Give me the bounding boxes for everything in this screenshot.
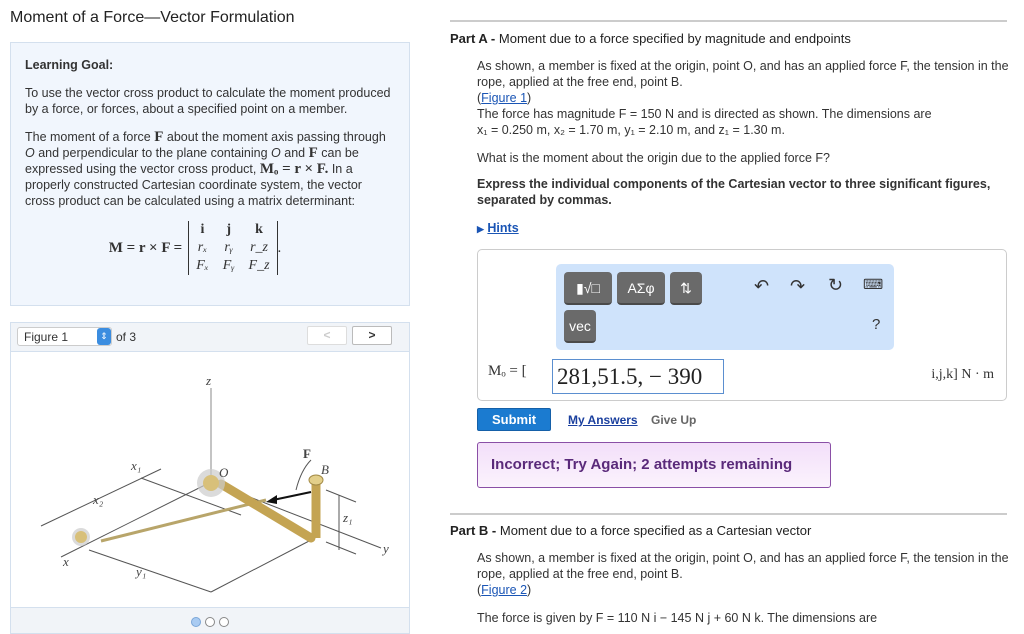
greek-symbols-button[interactable]: AΣφ xyxy=(617,272,665,305)
cross-product-equation: Mₒ = r × F. xyxy=(259,161,329,177)
page-dot-1[interactable] xyxy=(191,617,201,627)
label-B: B xyxy=(321,462,329,477)
label-x2: x₂ xyxy=(93,492,104,507)
page-dot-3[interactable] xyxy=(219,617,229,627)
figure-2-link[interactable]: Figure 2 xyxy=(481,583,528,597)
hints-link[interactable]: Hints xyxy=(487,221,519,235)
figure-pager xyxy=(11,617,409,627)
cell: r_z xyxy=(250,240,268,255)
answer-box xyxy=(477,249,1007,401)
member-diagram xyxy=(11,352,409,609)
text: and xyxy=(284,146,306,160)
part-a-question: What is the moment about the origin due to the applied force F? xyxy=(477,151,830,165)
page-title: Moment of a Force—Vector Formulation xyxy=(10,9,295,26)
answer-input[interactable]: 281,51.5, − 390 xyxy=(552,359,724,394)
matrix-determinant: M = r × F = i j k rₓ rᵧ r_z Fₓ Fᵧ F_z . xyxy=(108,222,282,273)
give-up-link[interactable]: Give Up xyxy=(651,413,697,427)
part-b-force-text: The force is given by F = 110 N i − 145 N j + 60 N k. The dimensions are xyxy=(477,611,878,625)
label-z1: z₁ xyxy=(343,510,353,525)
determinant-table xyxy=(188,221,277,275)
keyboard-icon[interactable]: ⌨ xyxy=(863,276,884,292)
page-dot-2[interactable] xyxy=(205,617,215,627)
figure-count: of 3 xyxy=(116,329,137,344)
cell: rᵧ xyxy=(224,240,233,255)
symbol-F: F xyxy=(308,145,318,161)
label-x: x xyxy=(63,554,69,569)
help-button[interactable]: ? xyxy=(872,316,881,333)
goal-text: To use the vector cross product to calculate the moment produced by a force, or forces, about a specified point on a member. xyxy=(25,86,391,116)
symbol-O: O xyxy=(25,146,35,160)
cell: Fᵧ xyxy=(222,258,235,273)
answer-label: Mₒ = [ xyxy=(488,363,527,379)
part-a-text: As shown, a member is fixed at the origin, point O, and has an applied force F, the tension in the rope, applied at the free end, point B. xyxy=(477,59,1009,89)
part-b-title: Moment due to a force specified as a Cartesian vector xyxy=(499,523,812,538)
reset-icon[interactable]: ↻ xyxy=(828,275,844,295)
cell: F_z xyxy=(248,258,270,273)
undo-icon[interactable]: ↶ xyxy=(754,276,770,296)
symbol-O: O xyxy=(271,146,281,160)
matrix-lhs: M = r × F = xyxy=(108,240,183,256)
part-b-label: Part B - xyxy=(450,523,497,538)
part-a-title: Moment due to a force specified by magnitude and endpoints xyxy=(498,31,851,46)
part-a-dimensions: x₁ = 0.250 m, x₂ = 1.70 m, y₁ = 2.10 m, and z₁ = 1.30 m. xyxy=(477,123,785,137)
part-b-header xyxy=(450,523,811,538)
text: In a properly constructed Cartesian coordinate system, the vector cross product can be calculated using a matrix determinant: xyxy=(25,162,362,208)
text: about the moment axis passing through xyxy=(166,130,386,144)
figure-select[interactable] xyxy=(17,327,112,346)
part-a-instruction: Express the individual components of the Cartesian vector to three significant figures, separated by commas. xyxy=(477,177,991,207)
right-panel xyxy=(450,0,1010,634)
vec-button[interactable]: vec xyxy=(564,310,596,343)
text: The moment of a force xyxy=(25,130,151,144)
part-a-force-text: The force has magnitude F = 150 N and is directed as shown. The dimensions are xyxy=(477,107,932,121)
part-b-text: As shown, a member is fixed at the origin, point O, and has an applied force F, the tension in the rope, applied at the free end, point B. xyxy=(477,551,1009,581)
part-a-header xyxy=(450,31,851,46)
goal-heading: Learning Goal: xyxy=(25,58,114,72)
cell: rₓ xyxy=(197,240,208,255)
part-b-body: As shown, a member is fixed at the origin, point O, and has an applied force F, the tension in the rope, applied at the free end, point B. (Figure 2) The force is given by F = 110 N i − 145 N j + 60 N k. The dimensions are xyxy=(477,550,1012,626)
figure-viewer xyxy=(10,322,410,634)
part-a-body: As shown, a member is fixed at the origin, point O, and has an applied force F, the tension in the rope, applied at the free end, point B. (Figure 1) The force has magnitude F = 150 N and is directed as shown. The dimensions are x₁ = 0.250 m, x₂ = 1.70 m, y₁ = 2.10 m, and z₁ = 1.30 m. What is the moment about the origin due to the applied force F? Express the individual components of the Cartesian vector to three significant figures, separated by commas. ▶ Hints xyxy=(477,58,1012,237)
figure-image xyxy=(11,351,409,608)
templates-button[interactable]: ▮√□ xyxy=(564,272,612,305)
figure-select-value: Figure 1 xyxy=(24,329,69,344)
cell: k xyxy=(255,222,263,237)
left-panel xyxy=(0,0,420,634)
caret-right-icon: ▶ xyxy=(477,224,484,234)
figure-toolbar xyxy=(11,323,409,350)
part-a-label: Part A - xyxy=(450,31,496,46)
my-answers-link[interactable]: My Answers xyxy=(568,413,638,427)
divider xyxy=(450,513,1007,515)
answer-units: i,j,k] N · m xyxy=(931,367,994,382)
symbol-F: F xyxy=(154,129,164,145)
redo-icon[interactable]: ↷ xyxy=(790,276,806,296)
cell: i xyxy=(200,222,205,237)
text: and perpendicular to the plane containing xyxy=(38,146,268,160)
label-y1: y₁ xyxy=(136,564,147,579)
math-toolbar xyxy=(556,264,894,350)
submit-button[interactable]: Submit xyxy=(477,408,551,431)
label-z: z xyxy=(206,373,212,388)
select-arrows-icon: ⇕ xyxy=(97,328,111,345)
cell: j xyxy=(226,222,231,237)
prev-figure-button[interactable]: < xyxy=(307,326,347,345)
feedback-message: Incorrect; Try Again; 2 attempts remaining xyxy=(477,442,831,488)
learning-goal-box xyxy=(10,42,410,306)
label-F: F xyxy=(303,446,311,461)
arrows-button[interactable]: ⇅ xyxy=(670,272,702,305)
figure-1-link[interactable]: Figure 1 xyxy=(481,91,528,105)
label-O: O xyxy=(219,465,229,480)
text: can be expressed using the vector cross product, xyxy=(25,146,359,176)
divider xyxy=(450,20,1007,22)
cell: Fₓ xyxy=(196,258,209,273)
goal-paragraph xyxy=(25,129,395,209)
label-y: y xyxy=(383,541,389,556)
next-figure-button[interactable]: > xyxy=(352,326,392,345)
label-x1: x₁ xyxy=(131,458,142,473)
